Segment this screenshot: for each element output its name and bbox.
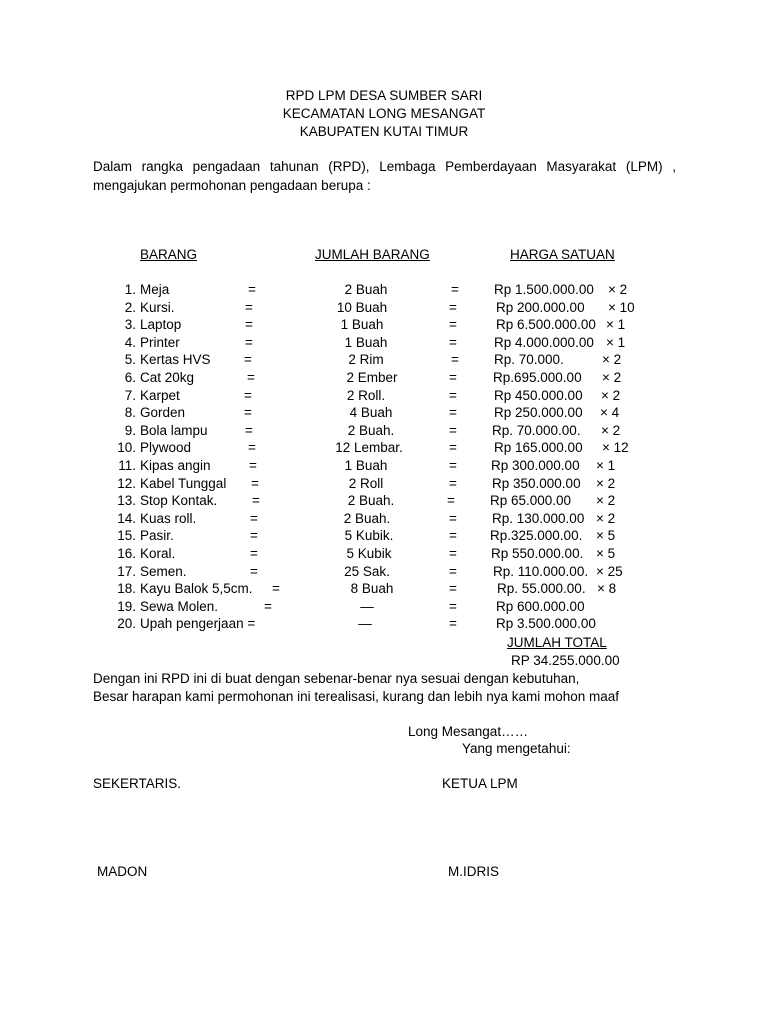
item-multiplier: × 1 <box>596 458 616 473</box>
list-item <box>0 439 768 457</box>
total-label: JUMLAH TOTAL <box>507 635 607 650</box>
list-item <box>0 457 768 475</box>
item-price: Rp 350.000.00 <box>492 475 581 491</box>
list-item <box>0 316 768 334</box>
item-multiplier: × 2 <box>608 282 628 297</box>
list-item <box>0 351 768 369</box>
item-price: Rp 3.500.000.00 <box>496 616 596 632</box>
item-price: Rp 450.000.00 <box>494 387 583 403</box>
item-equals: = <box>447 493 455 509</box>
item-equals: = <box>451 282 459 297</box>
item-quantity: 4 Buah <box>349 405 393 421</box>
item-price: Rp. 70.000. <box>494 352 564 368</box>
item-price: Rp. 130.000.00 <box>492 510 585 526</box>
item-equals: = <box>449 581 457 597</box>
list-item <box>0 545 768 563</box>
item-quantity: 8 Buah <box>350 581 394 597</box>
item-equals: = <box>449 334 457 350</box>
item-equals: = <box>245 299 253 315</box>
item-quantity: 2 Roll <box>348 475 384 491</box>
item-multiplier: × 2 <box>602 352 622 368</box>
item-name: Karpet <box>140 387 180 403</box>
item-equals: = <box>247 370 255 385</box>
secretary-name: MADON <box>97 864 148 879</box>
item-number: 3. <box>124 317 136 333</box>
list-item <box>0 580 768 598</box>
item-equals: = <box>449 422 457 438</box>
item-number: 5. <box>124 352 136 368</box>
list-item <box>0 527 768 545</box>
item-quantity: 2 Roll. <box>346 387 386 403</box>
item-multiplier: × 2 <box>596 493 616 509</box>
list-item <box>0 615 768 633</box>
intro-paragraph: Dalam rangka pengadaan tahunan (RPD), Lembaga Pemberdayaan Masyarakat (LPM) , mengajukan permohonan pengadaan berupa : <box>93 159 676 193</box>
item-number: 18. <box>117 581 136 597</box>
item-number: 2. <box>124 299 136 315</box>
item-equals: = <box>449 563 457 579</box>
chairman-name: M.IDRIS <box>448 864 500 879</box>
list-item <box>0 369 768 387</box>
item-price: Rp 250.000.00 <box>494 405 583 421</box>
list-item <box>0 299 768 317</box>
item-name: Meja <box>140 282 170 297</box>
item-multiplier: × 1 <box>606 317 626 333</box>
item-multiplier: × 2 <box>596 510 616 526</box>
item-number: 6. <box>124 370 136 385</box>
item-equals: = <box>245 334 253 350</box>
column-header-barang: BARANG <box>140 247 198 262</box>
item-equals: = <box>449 546 457 561</box>
item-quantity: 10 Buah <box>336 299 388 315</box>
item-multiplier: × 10 <box>608 299 635 315</box>
item-number: 13. <box>117 493 136 509</box>
list-item <box>0 510 768 528</box>
item-quantity: 25 Sak. <box>344 563 390 579</box>
column-header-harga: HARGA SATUAN <box>510 247 615 262</box>
item-quantity: 2 Ember <box>346 370 398 385</box>
item-equals: = <box>272 581 280 597</box>
list-item <box>0 563 768 581</box>
item-equals: = <box>449 616 457 632</box>
item-quantity: — <box>360 598 374 614</box>
item-price: Rp 65.000.00 <box>490 493 572 509</box>
item-quantity: 12 Lembar. <box>335 440 403 456</box>
item-equals: = <box>449 528 457 544</box>
column-header-jumlah: JUMLAH BARANG <box>315 247 430 262</box>
item-multiplier: × 1 <box>606 334 626 350</box>
closing-line-2: Besar harapan kami permohonan ini terealisasi, kurang dan lebih nya kami mohon maaf <box>93 689 620 704</box>
item-quantity: 2 Rim <box>348 352 384 368</box>
item-equals: = <box>449 458 457 473</box>
list-item <box>0 281 768 299</box>
list-item <box>0 475 768 493</box>
item-number: 15. <box>117 528 136 544</box>
item-name: Kuas roll. <box>140 510 197 526</box>
item-name: Kabel Tunggal <box>140 475 227 491</box>
item-equals: = <box>244 405 252 421</box>
item-quantity: 2 Buah <box>344 282 388 297</box>
chairman-title: KETUA LPM <box>442 776 518 791</box>
item-number: 9. <box>124 422 136 438</box>
item-number: 16. <box>117 546 136 561</box>
item-price: Rp 6.500.000.00 <box>496 317 596 333</box>
item-number: 10. <box>117 440 136 456</box>
item-equals: = <box>250 510 258 526</box>
item-equals: = <box>264 598 272 614</box>
item-equals: = <box>244 352 252 368</box>
item-name: Printer <box>140 334 180 350</box>
item-quantity: 5 Kubik. <box>344 528 394 544</box>
item-name: Gorden <box>140 405 186 421</box>
item-multiplier: × 2 <box>601 422 621 438</box>
item-name: Kipas angin <box>140 458 211 473</box>
list-item <box>0 387 768 405</box>
item-price: Rp 165.000.00 <box>494 440 583 456</box>
item-quantity: 1 Buah <box>344 334 388 350</box>
item-equals: = <box>449 598 457 614</box>
item-equals: = <box>449 475 457 491</box>
item-equals: = <box>250 528 258 544</box>
item-price: Rp. 110.000.00. <box>493 563 589 579</box>
item-equals: = <box>250 563 258 579</box>
item-equals: = <box>248 282 256 297</box>
item-multiplier: × 2 <box>602 370 622 385</box>
total-value: RP 34.255.000.00 <box>511 653 620 668</box>
item-price: Rp. 55.000.00. <box>497 581 586 597</box>
item-name: Plywood <box>140 440 192 456</box>
item-name: Kursi. <box>140 299 175 315</box>
item-name: Laptop <box>140 317 182 333</box>
list-item <box>0 598 768 616</box>
list-item <box>0 422 768 440</box>
item-multiplier: × 2 <box>596 475 616 491</box>
item-multiplier: × 5 <box>596 546 616 561</box>
item-equals: = <box>449 317 457 333</box>
item-price: Rp.325.000.00. <box>490 528 583 544</box>
header-line-2: KECAMATAN LONG MESANGAT <box>282 106 486 121</box>
item-equals: = <box>245 422 253 438</box>
item-multiplier: × 5 <box>596 528 616 544</box>
closing-line-1: Dengan ini RPD ini di buat dengan sebenar-benar nya sesuai dengan kebutuhan, <box>93 671 580 686</box>
item-price: Rp 1.500.000.00 <box>494 282 594 297</box>
item-number: 1. <box>124 282 136 297</box>
item-quantity: 2 Buah. <box>343 510 391 526</box>
list-item <box>0 334 768 352</box>
item-price: Rp 300.000.00 <box>491 458 580 473</box>
item-equals: = <box>449 370 457 385</box>
item-equals: = <box>449 387 457 403</box>
item-multiplier: × 12 <box>602 440 629 456</box>
item-name: Stop Kontak. <box>140 493 218 509</box>
list-item <box>0 492 768 510</box>
item-number: 11. <box>118 458 136 473</box>
item-number: 4. <box>124 334 136 350</box>
item-price: Rp 600.000.00 <box>496 598 585 614</box>
item-price: Rp 550.000.00. <box>491 546 584 561</box>
item-equals: = <box>252 493 260 509</box>
item-equals: = <box>250 546 258 561</box>
item-price: Rp 200.000.00 <box>496 299 585 315</box>
item-quantity: 5 Kubik <box>346 546 392 561</box>
item-equals: = <box>449 405 457 421</box>
item-equals: = <box>245 317 253 333</box>
item-equals: = <box>451 352 459 368</box>
item-number: 14. <box>117 510 136 526</box>
item-quantity: 1 Buah <box>340 317 384 333</box>
item-name: Kertas HVS <box>140 352 211 368</box>
signature-place: Long Mesangat…… <box>408 724 529 739</box>
item-name: Pasir. <box>140 528 174 544</box>
item-number: 8. <box>124 405 136 421</box>
item-equals: = <box>449 510 457 526</box>
item-multiplier: × 8 <box>597 581 617 597</box>
item-multiplier: × 2 <box>601 387 621 403</box>
header-line-1: RPD LPM DESA SUMBER SARI <box>285 88 483 103</box>
item-name: Upah pengerjaan = <box>140 616 256 632</box>
item-number: 7. <box>124 387 136 403</box>
item-multiplier: × 4 <box>600 405 620 421</box>
item-equals: = <box>244 387 252 403</box>
header-line-3: KABUPATEN KUTAI TIMUR <box>299 124 469 139</box>
item-equals: = <box>449 299 457 315</box>
item-number: 19. <box>117 598 136 614</box>
secretary-title: SEKERTARIS. <box>93 776 182 791</box>
item-number: 17. <box>117 563 136 579</box>
item-number: 12. <box>117 475 136 491</box>
item-equals: = <box>251 475 259 491</box>
item-equals: = <box>249 458 257 473</box>
item-price: Rp.695.000.00 <box>493 370 582 385</box>
item-number: 20. <box>117 616 136 632</box>
item-name: Kayu Balok 5,5cm. <box>140 581 253 597</box>
item-quantity: — <box>358 616 372 632</box>
item-equals: = <box>248 440 256 456</box>
list-item <box>0 404 768 422</box>
item-name: Cat 20kg <box>140 370 195 385</box>
signature-known: Yang mengetahui: <box>462 741 571 756</box>
item-quantity: 2 Buah. <box>347 493 395 509</box>
item-multiplier: × 25 <box>596 563 623 579</box>
item-equals: = <box>449 440 457 456</box>
item-name: Sewa Molen. <box>140 598 219 614</box>
item-price: Rp. 70.000.00. <box>492 422 581 438</box>
item-name: Semen. <box>140 563 187 579</box>
item-price: Rp 4.000.000.00 <box>494 334 594 350</box>
item-quantity: 1 Buah <box>344 458 388 473</box>
item-quantity: 2 Buah. <box>347 422 395 438</box>
item-name: Koral. <box>140 546 176 561</box>
item-name: Bola lampu <box>140 422 208 438</box>
